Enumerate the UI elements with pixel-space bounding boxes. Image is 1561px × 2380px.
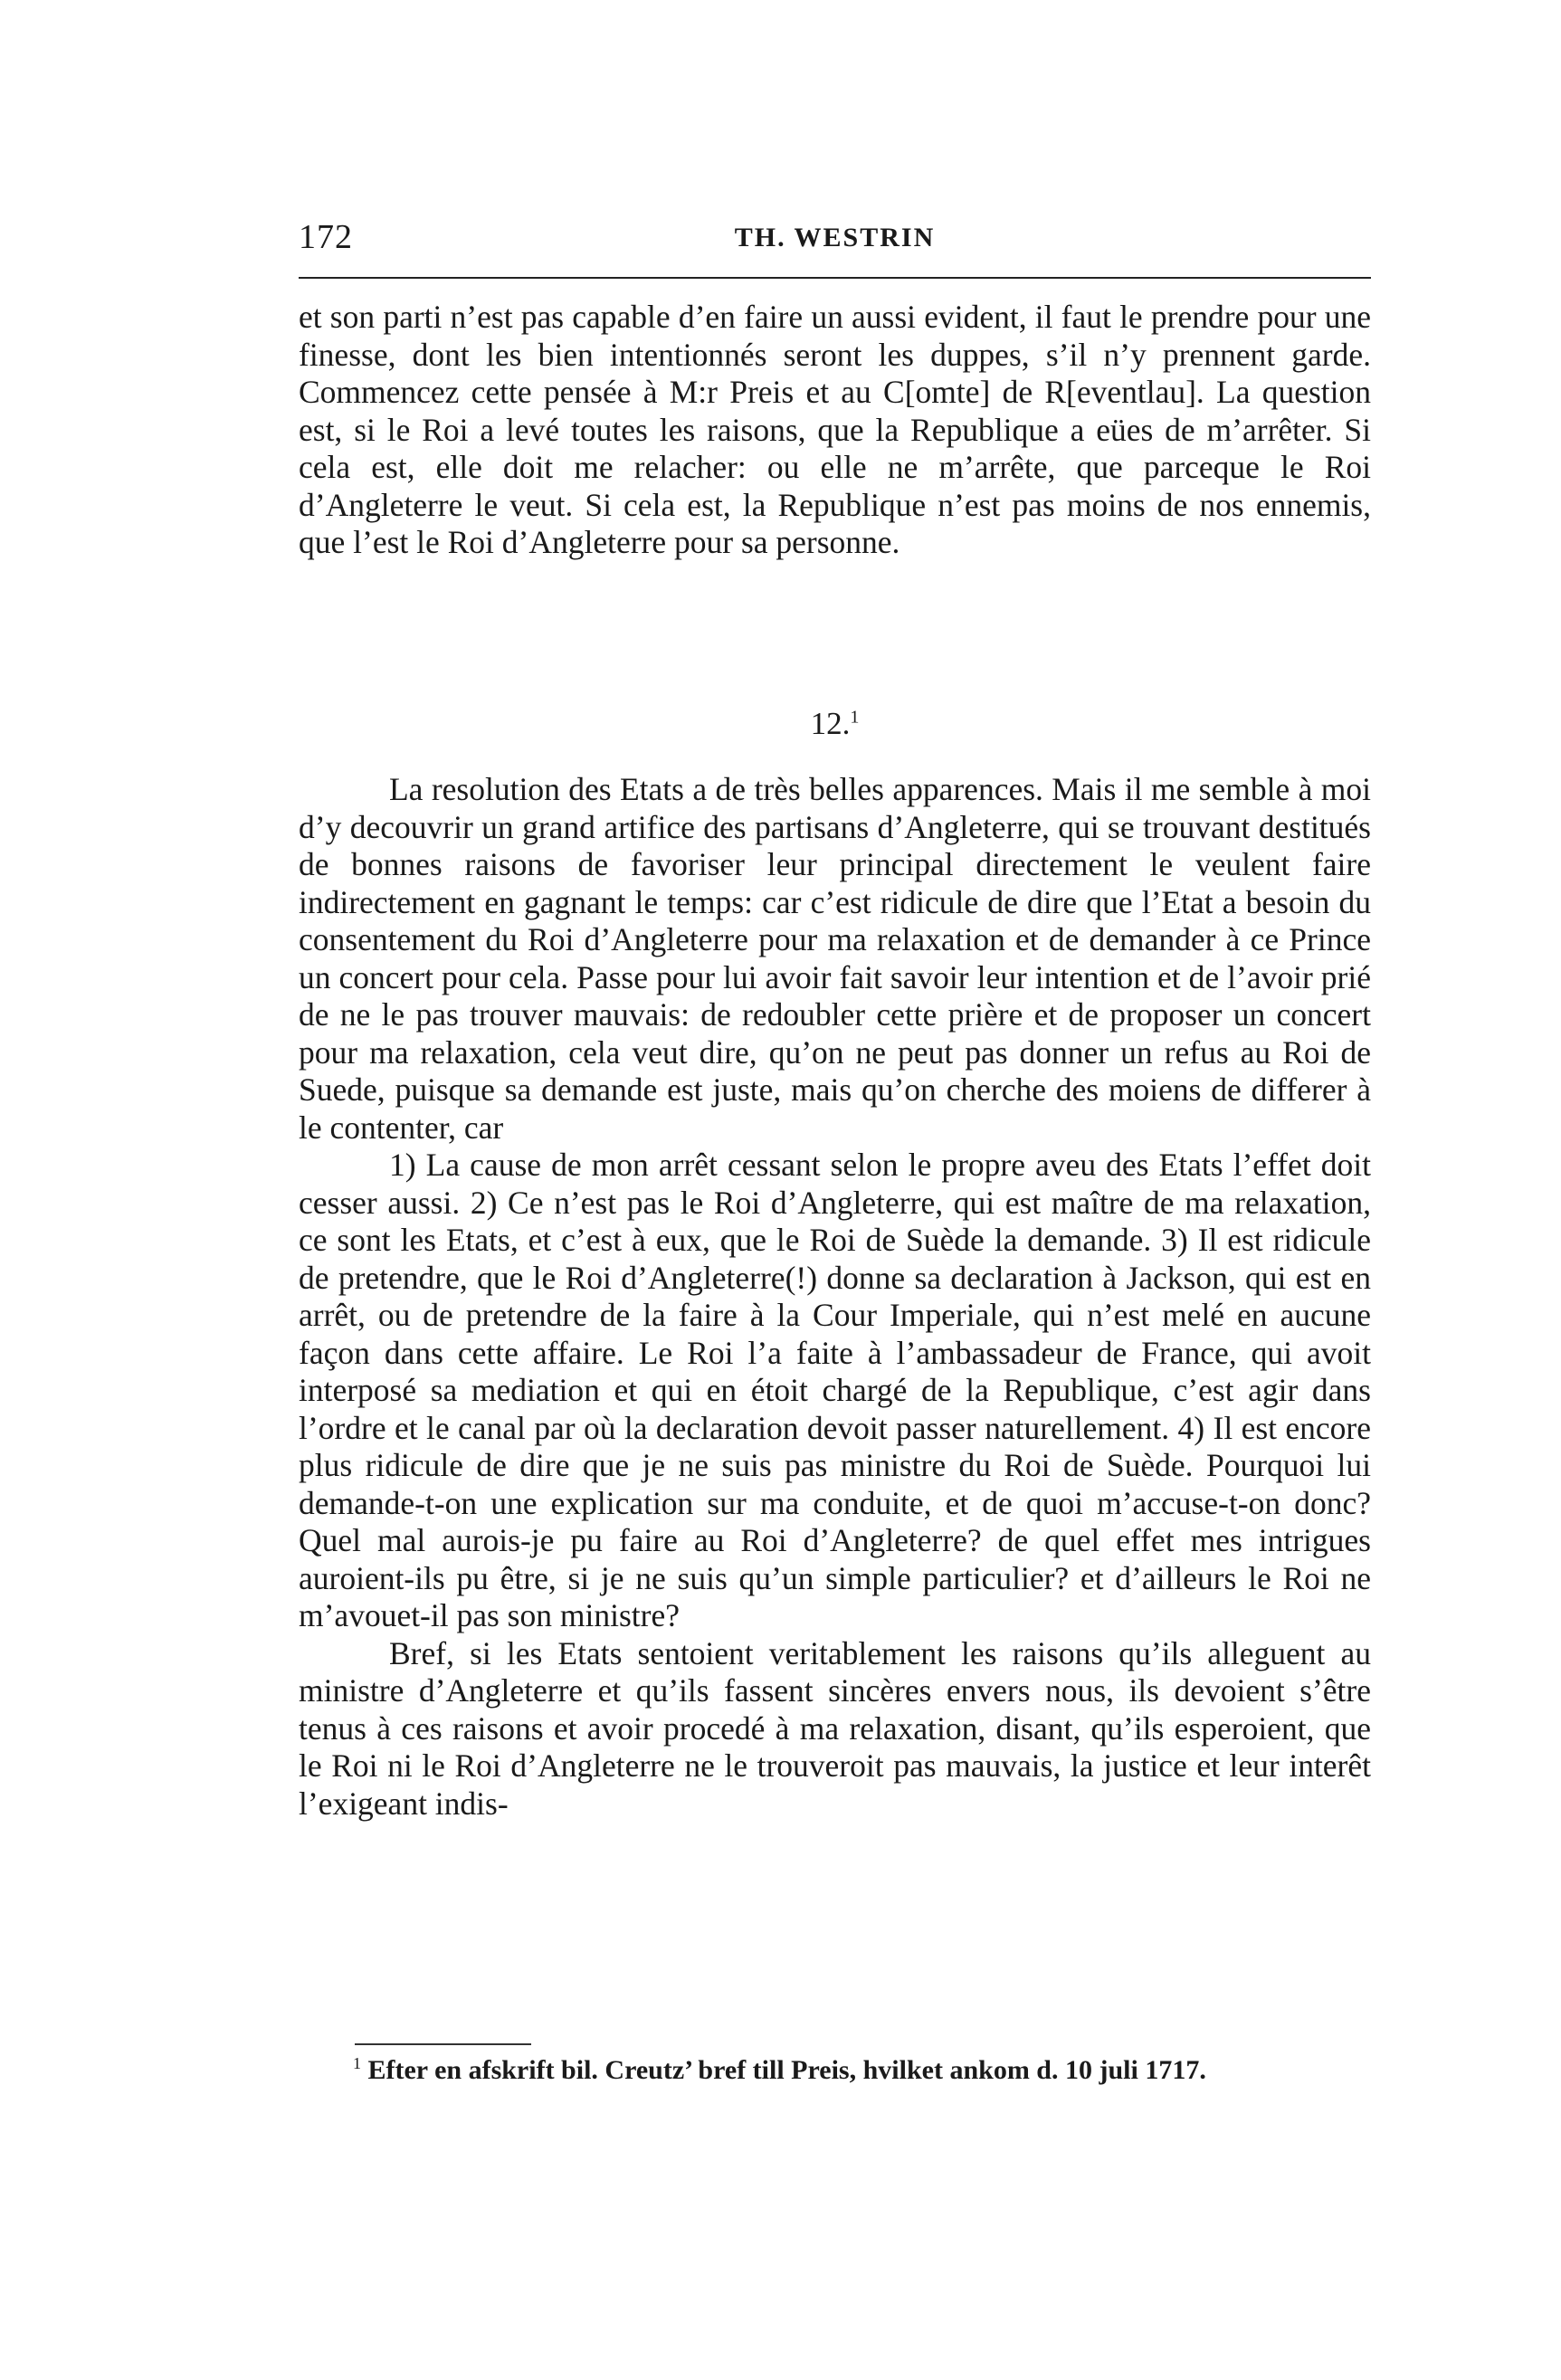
section-number: 12. [810, 706, 851, 741]
body-paragraph-3: Bref, si les Etats sentoient veritablement les raisons qu’ils alleguent au ministre d’Angleterre et qu’ils fassent sincères envers nous, ils devoient s’être tenus à ces raisons et avoir procedé à ma relaxation, disant, qu’ils esperoient, que le Roi ni le Roi d’Angleterre ne le trouveroit pas mauvais, la justice et leur interêt l’exigeant indis- [299, 1634, 1371, 1822]
footnote [299, 2054, 1371, 2087]
footnote-mark: 1 [353, 2054, 361, 2072]
body-paragraph-1: La resolution des Etats a de très belles apparences. Mais il me semble à moi d’y decouvrir un grand artifice des partisans d’Angleterre, qui se trouvant destitués de bonnes raisons de favoriser leur principal directement le veulent faire indirectement en gagnant le temps: car c’est ridicule de dire que l’Etat a besoin du consentement du Roi d’Angleterre pour ma relaxation et de demander à ce Prince un concert pour cela. Passe pour lui avoir fait savoir leur intention et de l’avoir prié de ne le pas trouver mauvais: de redoubler cette prière et de proposer un concert pour ma relaxation, cela veut dire, qu’on ne peut pas donner un refus au Roi de Suede, puisque sa demande est juste, mais qu’on cherche des moiens de differer à le contenter, car [299, 771, 1371, 1146]
paragraph-text: et son parti n’est pas capable d’en faire un aussi evident, il faut le prendre pour une finesse, dont les bien intentionnés seront les duppes, s’il n’y prennent garde. Commencez cette pensée à M:r Preis et au C[omte] de R[eventlau]. La question est, si le Roi a levé toutes les raisons, que la Republique a eües de m’arrêter. Si cela est, elle doit me relacher: ou elle ne m’arrête, que parceque le Roi d’Angleterre le veut. Si cela est, la Republique n’est pas moins de nos ennemis, que l’est le Roi d’Angleterre pour sa personne. [299, 299, 1371, 560]
footnote-rule [355, 2043, 531, 2045]
continued-paragraph [299, 299, 1371, 562]
page-number: 172 [299, 218, 353, 256]
section-heading [299, 706, 1371, 742]
running-head: TH. WESTRIN [734, 223, 936, 252]
page-header [299, 217, 1371, 268]
body-paragraph-2: 1) La cause de mon arrêt cessant selon le propre aveu des Etats l’effet doit cesser aussi. 2) Ce n’est pas le Roi d’Angleterre, qui est maître de ma relaxation, ce sont les Etats, et c’est à eux, que le Roi de Suède la demande. 3) Il est ridicule de pretendre, que le Roi d’Angleterre(!) donne sa declaration à Jackson, qui est en arrêt, ou de pretendre de la faire à la Cour Imperiale, qui n’est melé en aucune façon dans cette affaire. Le Roi l’a faite à l’ambassadeur de France, qui avoit interposé sa mediation et qui en étoit chargé de la Republique, c’est agir dans l’ordre et le canal par où la declaration devoit passer naturellement. 4) Il est encore plus ridicule de dire que je ne suis pas ministre du Roi de Suède. Pourquoi lui demande-t-on une explication sur ma conduite, et de quoi m’accuse-t-on donc? Quel mal aurois-je pu faire au Roi d’Angleterre? de quel effet mes intrigues auroient-ils pu être, si je ne suis qu’un simple particulier? et d’ailleurs le Roi ne m’avouet-il pas son ministre? [299, 1147, 1371, 1633]
footnote-reference: 1 [850, 707, 860, 728]
section-body [299, 771, 1371, 1823]
header-rule [299, 277, 1371, 279]
footnote-text: Efter en afskrift bil. Creutz’ bref till Preis, hvilket ankom d. 10 juli 1717. [367, 2055, 1206, 2085]
